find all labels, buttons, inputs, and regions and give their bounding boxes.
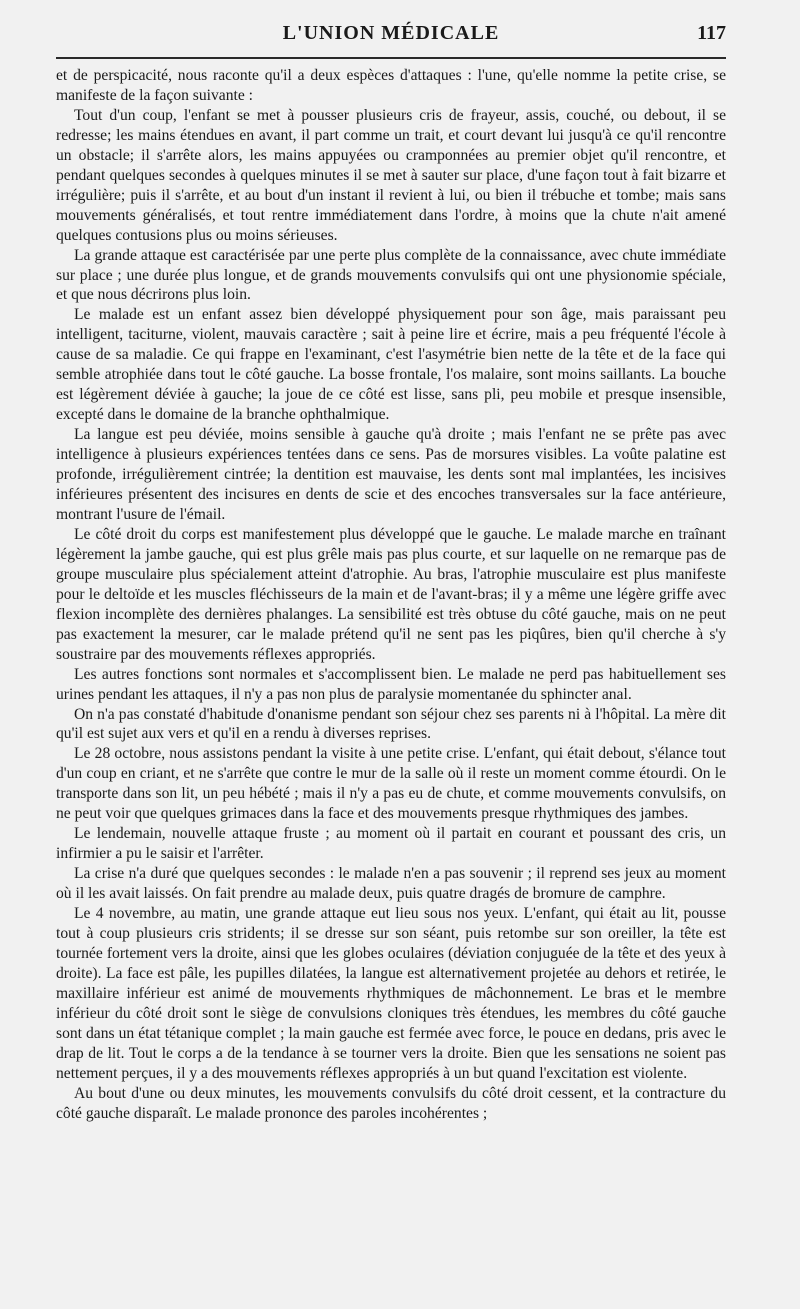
paragraph: La langue est peu déviée, moins sensible à gauche qu'à droite ; mais l'enfant ne se prête pas avec intelligence à plusieurs expériences tentées dans ce sens. Pas de morsures visibles. La voûte palatine est profonde, irrégulièrement cintrée; la dentition est mauvaise, les dents sont mal implantées, les incisives inférieures présentent des incisures en dents de scie et des encoches transversales sur la face antérieure, montrant l'usure de l'émail. xyxy=(56,426,726,523)
paragraph: et de perspicacité, nous raconte qu'il a deux espèces d'attaques : l'une, qu'elle nomme la petite crise, se manifeste de la façon suivante : xyxy=(56,67,726,104)
paragraph: Au bout d'une ou deux minutes, les mouvements convulsifs du côté droit cessent, et la contracture du côté gauche disparaît. Le malade prononce des paroles incohérentes ; xyxy=(56,1084,726,1122)
page-number: 117 xyxy=(697,22,726,44)
header-rule xyxy=(56,57,726,59)
paragraph: Le 28 octobre, nous assistons pendant la visite à une petite crise. L'enfant, qui était debout, s'élance tout d'un coup en criant, et ne s'arrête que contre le mur de la salle où il reste un moment comme étourdi. On le transporte dans son lit, un peu hébété ; mais il n'y a pas eu de chute, et comme mouvements convulsifs, on ne peut voir que quelques grimaces dans la face et des mouvements presque rhythmiques des jambes. xyxy=(56,745,726,823)
paragraph: Le lendemain, nouvelle attaque fruste ; au moment où il partait en courant et poussant des cris, un infirmier a pu le saisir et l'arrêter. xyxy=(56,825,726,863)
paragraph: Le malade est un enfant assez bien développé physiquement pour son âge, mais paraissant peu intelligent, taciturne, violent, mauvais caractère ; sait à peine lire et écrire, mais a peu fréquenté l'école à cause de sa maladie. Ce qui frappe en l'examinant, c'est l'asymétrie bien nette de la tête et de la face qui semble atrophiée dans tout le côté gauche. La bosse frontale, l'os malaire, sont moins saillants. La bouche est légèrement déviée à gauche; la joue de ce côté est lisse, sans pli, peu mobile et presque insensible, excepté dans le domaine de la branche ophthalmique. xyxy=(56,306,726,424)
paragraph: Le 4 novembre, au matin, une grande attaque eut lieu sous nos yeux. L'enfant, qui était au lit, pousse tout à coup plusieurs cris stridents; il se dresse sur son séant, puis retombe sur son oreiller, la tête est tournée fortement vers la droite, ainsi que les globes oculaires (déviation conjuguée de la tête et des yeux à droite). La face est pâle, les pupilles dilatées, la langue est alternativement projetée au dehors et retirée, le maxillaire inférieur est animé de mouvements rhythmiques de mâchonnement. Le bras et le membre inférieur du côté droit sont le siège de convulsions cloniques très étendues, les membres du côté gauche sont dans un état tétanique complet ; la main gauche est fermée avec force, le pouce en dedans, pris avec le drap de lit. Tout le corps a de la tendance à se tourner vers la droite. Bien que les sensations ne soient pas nettement perçues, il y a des mouvements réflexes appropriés à un but quand l'excitation est violente. xyxy=(56,905,726,1082)
paragraph: Le côté droit du corps est manifestement plus développé que le gauche. Le malade marche en traînant légèrement la jambe gauche, qui est plus grêle mais pas plus courte, et sur laquelle on ne remarque pas de groupe musculaire plus spécialement atteint d'atrophie. Au bras, l'atrophie musculaire est plus manifeste pour le deltoïde et les muscles fléchisseurs de la main et de l'avant-bras; il y a même une légère griffe avec flexion incomplète des dernières phalanges. La sensibilité est très obtuse du côté gauche, mais on ne peut pas exactement la mesurer, car le malade prétend qu'il ne sent pas les piqûres, bien qu'il cherche à s'y soustraire par des mouvements réflexes appropriés. xyxy=(56,525,726,663)
article-body xyxy=(56,66,726,1124)
paragraph: Tout d'un coup, l'enfant se met à pousser plusieurs cris de frayeur, assis, couché, ou debout, il se redresse; les mains étendues en avant, il part comme un trait, et court devant lui jusqu'à ce qu'il rencontre un obstacle; il s'arrête alors, les mains appuyées ou cramponnées au premier objet qu'il rencontre, et pendant quelques secondes à quelques minutes il se met à sauter sur place, d'une façon tout à fait bizarre et irrégulière; puis il s'arrête, et au bout d'un instant il revient à lui, ou bien il trébuche et tombe; mais sans mouvements généralisés, et tout rentre immédiatement dans l'ordre, à moins que la chute n'ait amené quelques contusions plus ou moins sérieuses. xyxy=(56,106,726,244)
paragraph: La grande attaque est caractérisée par une perte plus complète de la connaissance, avec chute immédiate sur place ; une durée plus longue, et de grands mouvements convulsifs qui ont une physionomie spéciale, et que nous décrirons plus loin. xyxy=(56,246,726,304)
paragraph: On n'a pas constaté d'habitude d'onanisme pendant son séjour chez ses parents ni à l'hôpital. La mère dit qu'il est sujet aux vers et qu'il en a rendu à diverses reprises. xyxy=(56,705,726,743)
paragraph: Les autres fonctions sont normales et s'accomplissent bien. Le malade ne perd pas habituellement ses urines pendant les attaques, il n'y a pas non plus de paralysie momentanée du sphincter anal. xyxy=(56,665,726,703)
journal-title: L'UNION MÉDICALE xyxy=(282,22,500,44)
page-header xyxy=(56,20,726,50)
paragraph: La crise n'a duré que quelques secondes : le malade n'en a pas souvenir ; il reprend ses jeux au moment où il les avait laissés. On fait prendre au malade deux, puis quatre dragés de bromure de camphre. xyxy=(56,865,726,903)
